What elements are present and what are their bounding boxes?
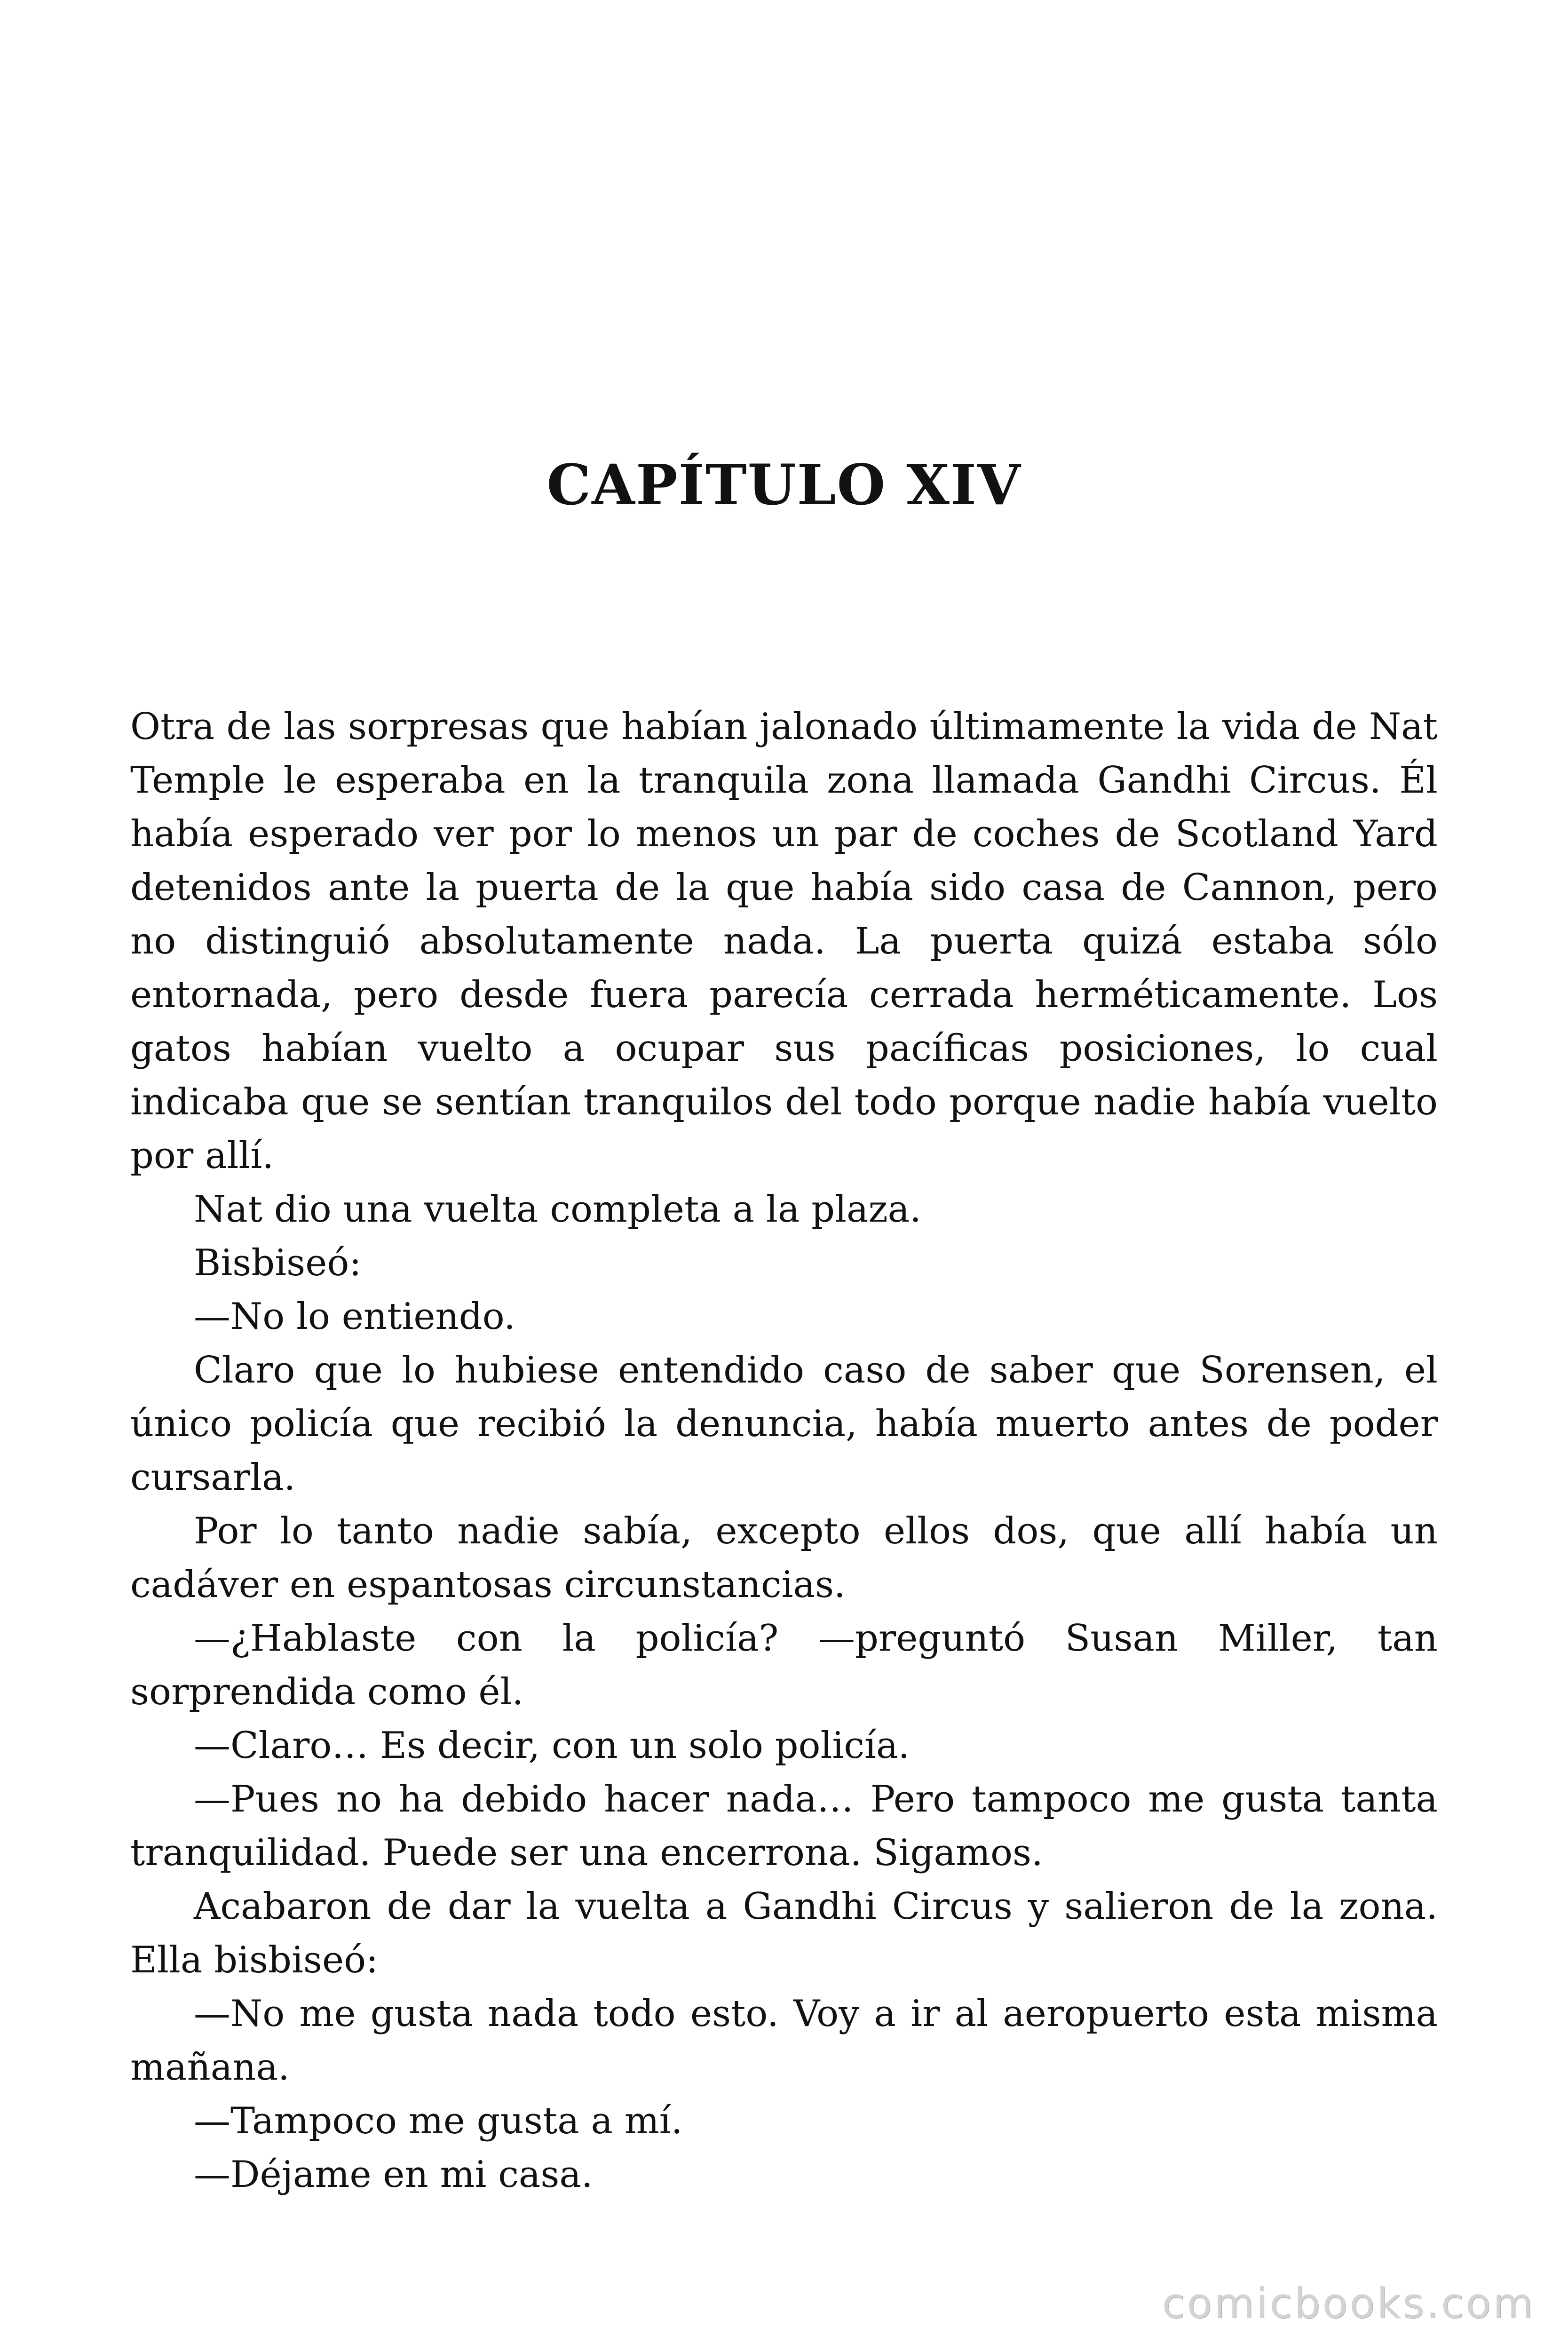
- dialogue-line: —No lo entiendo.: [194, 1295, 516, 1338]
- paragraph: Otra de las sorpresas que habían jalonado últimamente la vida de Nat Temple le esperaba en la tranquila zona llamada Gandhi Circus. Él había esperado ver por lo menos un par de coches de Scotland Yard detenidos ante la puerta de la que había sido casa de Cannon, pero no distinguió absolutamente nada. La puerta quizá estaba sólo entornada, pero desde fuera parecía cerrada herméticamente. Los gatos habían vuelto a ocupar sus pacíficas posiciones, lo cual indicaba que se sentían tranquilos del todo porque nadie había vuelto por allí.: [130, 706, 1438, 1177]
- dialogue-line: —Pues no ha debido hacer nada… Pero tampoco me gusta tanta tranquilidad. Puede ser una encerrona. Sigamos.: [130, 1778, 1438, 1874]
- dialogue-line: —Tampoco me gusta a mí.: [194, 2100, 683, 2142]
- paragraph: Por lo tanto nadie sabía, excepto ellos dos, que allí había un cadáver en espantosas circunstancias.: [130, 1510, 1438, 1606]
- watermark: comicbooks.com: [1162, 2279, 1535, 2328]
- paragraph: Nat dio una vuelta completa a la plaza.: [194, 1188, 921, 1231]
- paragraph: Claro que lo hubiese entendido caso de saber que Sorensen, el único policía que recibió la denuncia, había muerto antes de poder cursarla.: [130, 1349, 1438, 1499]
- dialogue-line: —¿Hablaste con la policía? —preguntó Susan Miller, tan sorprendida como él.: [130, 1617, 1438, 1713]
- dialogue-line: —No me gusta nada todo esto. Voy a ir al aeropuerto esta misma mañana.: [130, 1993, 1438, 2089]
- chapter-body: [130, 700, 1438, 2201]
- paragraph: Bisbiseó:: [194, 1242, 362, 1284]
- dialogue-line: —Claro… Es decir, con un solo policía.: [194, 1724, 910, 1767]
- dialogue-line: —Déjame en mi casa.: [194, 2153, 593, 2196]
- paragraph: Acabaron de dar la vuelta a Gandhi Circus y salieron de la zona. Ella bisbiseó:: [130, 1885, 1438, 1981]
- chapter-title: CAPÍTULO XIV: [546, 452, 1022, 517]
